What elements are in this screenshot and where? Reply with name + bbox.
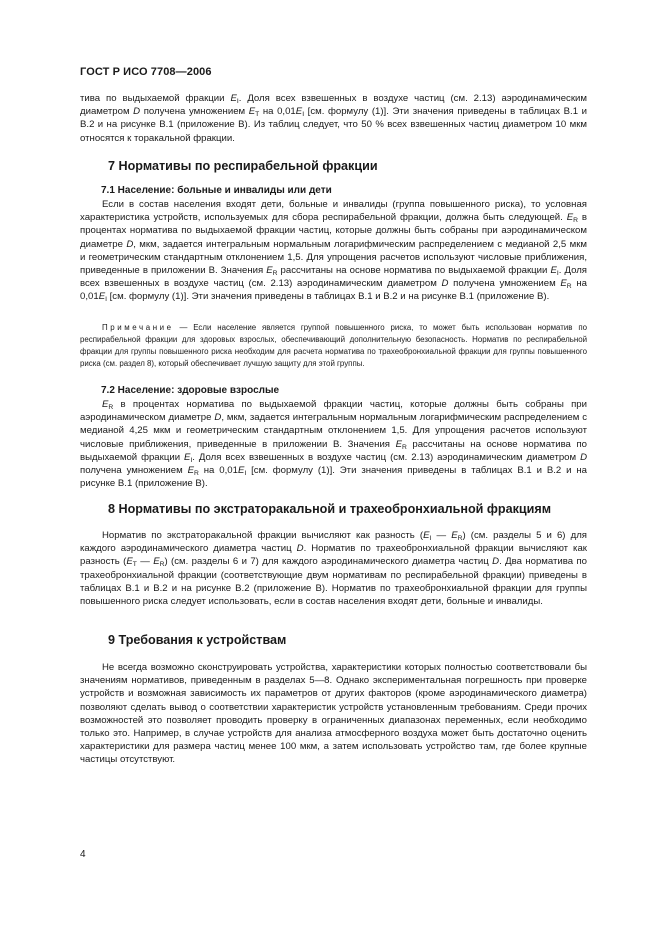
section-7-2-heading: 7.2 Население: здоровые взрослые — [101, 385, 280, 396]
section-8-paragraph: Норматив по экстраторакальной фракции вычисляют как разность ($E_I$ — $E_R$) (см. разделы 5 и 6) для каждого аэродинамического диаметра частиц D. Норматив по трахеобронхиальной фракции вычисляют как разность ($E_T$ — $E_R$) (см. разделы 6 и 7) для каждого аэродинамического диаметра частиц D. Два норматива по трахеобронхиальной фракции (соответствующие двум нормативам по респирабельной фракции) приведены в таблицах В.1 и В.2 и на рисунке В.2 (приложение В). Норматив по трахеобронхиальной фракции для группы повышенного риска следует использовать, если в состав населения входят дети, больные и инвалиды. — [80, 530, 587, 608]
section-7-1-heading: 7.1 Население: больные и инвалиды или дети — [101, 185, 332, 196]
section-9-paragraph: Не всегда возможно сконструировать устройства, характеристики которых полностью соответствовали бы значениям нормативов, приведенным в разделах 5—8. Однако экспериментальная погрешность при проверке устройств и возможная зависимость их параметров от других факторов (кроме аэродинамического диаметра) позволяют сделать вывод о соответствии характеристик устройств установленным требованиям. Среди прочих возможностей это позволяет проводить проверку в ограниченных диапазонах переменных, если необходимо только это. Например, в случае устройств для анализа атмосферного воздуха может быть достаточно оценить характеристики для размера частиц менее 100 мкм, а затем использовать устройство там, где более крупные частицы отсутствуют. — [80, 662, 587, 766]
document-header: ГОСТ Р ИСО 7708—2006 — [80, 66, 212, 78]
section-7-heading: 7 Нормативы по респирабельной фракции — [108, 159, 378, 173]
section-9-heading: 9 Требования к устройствам — [108, 633, 287, 647]
section-8-heading: 8 Нормативы по экстраторакальной и трахеобронхиальной фракциям — [108, 502, 552, 516]
section-7-1-paragraph: Если в состав населения входят дети, больные и инвалиды (группа повышенного риска), то условная характеристика устройств, используемых для сбора респирабельной фракции, должна быть следующей. $E_R$ в процентах норматива по выдыхаемой фракции частиц, которые должны быть собраны при аэродинамическом диаметре D, мкм, задается интегральным нормальным логарифмическим распределением с медианой 2,5 мкм и геометрическим стандартным отклонением 1,5. Для упрощения расчетов используют числовые приближения, приведенные в приложении В. Значения $E_R$ рассчитаны на основе норматива по выдыхаемой фракции $E_I$. Доля всех взвешенных в воздухе частиц (см. 2.13) аэродинамическим диаметром D получена умножением $E_R$ на $0,01E_I$ [см. формулу (1)]. Эти значения приведены в таблицах В.1 и В.2 и на рисунке В.1 (приложение В). — [80, 199, 588, 304]
section-7-1-note — [80, 322, 587, 370]
note-text: — Если население является группой повышенного риска, то может быть использован норматив по респирабельной фракции для здоровых взрослых, обеспечивающий дополнительную безопасность. Норматив по респирабельной фракции для группы повышенного риска необходим для расчета норматива по трахеобронхиальной фракции для группы повышенного риска (см. раздел 8), который обеспечивает лучшую защиту для этой группы. — [80, 323, 587, 368]
section-7-2-paragraph: $E_R$ в процентах норматива по выдыхаемой фракции частиц, которые должны быть собраны при аэродинамическом диаметре D, мкм, задается интегральным нормальным логарифмическим распределением с медианой 4,25 мкм и геометрическим стандартным отклонением 1,5. Для упрощения расчетов используют числовые приближения, приведенные в приложении В. Значения $E_R$ рассчитаны на основе норматива по выдыхаемой фракции $E_I$. Доля всех взвешенных в воздухе частиц (см. 2.13) аэродинамическим диаметром D получена умножением $E_R$ на $0,01E_I$ [см. формулу (1)]. Эти значения приведены в таблицах В.1 и В.2 и на рисунке В.1 (приложение В). — [80, 399, 588, 490]
page-number: 4 — [80, 849, 86, 860]
intro-paragraph: тива по выдыхаемой фракции $E_I$. Доля всех взвешенных в воздухе частиц (см. 2.13) аэродинамическим диаметром D получена умножением $E_T$ на $0,01E_I$ [см. формулу (1)]. Эти значения приведены в таблицах В.1 и В.2 и на рисунке В.1 (приложение В). Из таблиц следует, что 50 % всех взвешенных частиц диаметром 10 мкм относятся к торакальной фракции. — [80, 93, 587, 144]
note-label: Примечание — [102, 323, 174, 332]
